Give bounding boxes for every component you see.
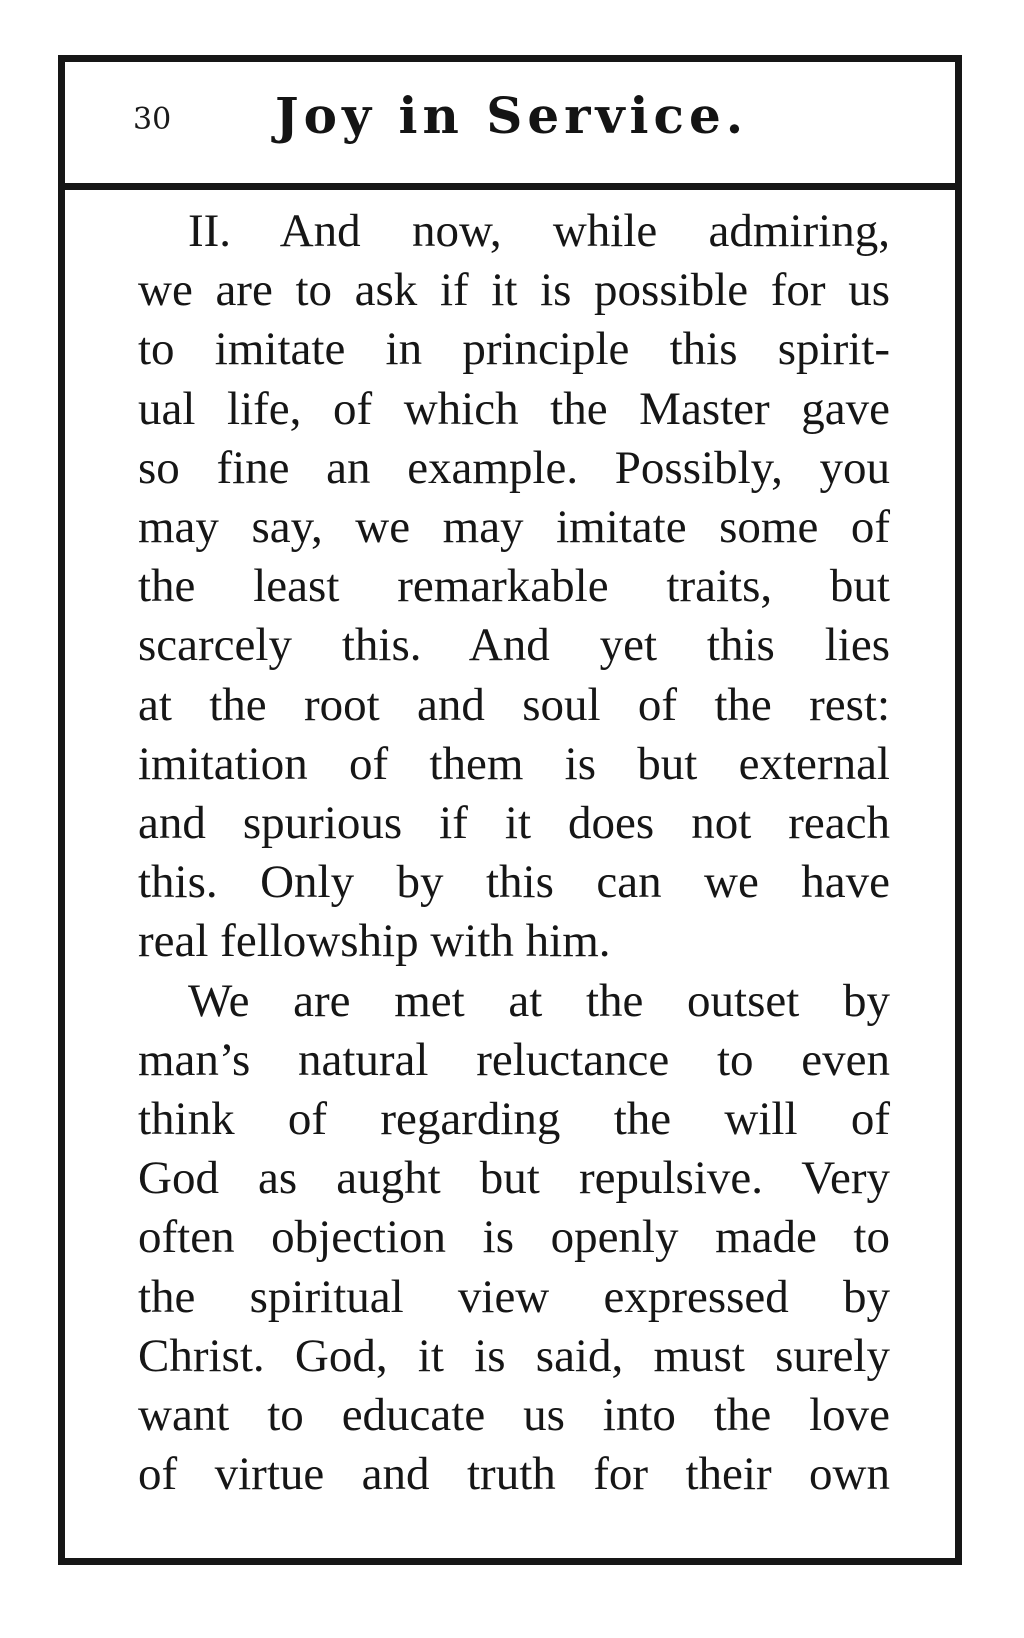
running-title: Joy in Service. [275,86,749,145]
text-line: of virtue and truth for their own [138,1448,890,1501]
text-line: want to educate us into the love [138,1389,890,1442]
text-line: to imitate in principle this spirit- [138,323,890,376]
text-line: We are met at the outset by [188,974,890,1027]
text-line: think of regarding the will of [138,1093,890,1146]
text-line: II. And now, while admiring, [188,205,890,257]
text-line: and spurious if it does not reach [138,797,890,850]
page-border-frame [58,55,962,1565]
text-line: so fine an example. Possibly, you [138,441,890,494]
text-line: at the root and soul of the rest: [138,678,890,731]
text-line: this. Only by this can we have [138,856,890,909]
text-line: scarcely this. And yet this lies [138,619,890,672]
text-line: imitation of them is but external [138,737,890,790]
text-line: man’s natural reluctance to even [138,1033,890,1086]
text-line: ual life, of which the Master gave [138,382,890,435]
paragraph-2 [138,972,890,1505]
body-text [138,202,890,1504]
running-header [65,62,955,190]
text-line: Christ. God, it is said, must surely [138,1329,890,1382]
text-line: the spiritual view expressed by [138,1270,890,1323]
page-number: 30 [133,102,172,137]
text-line: we are to ask if it is possible for us [138,264,890,317]
text-line: God as aught but repulsive. Very [138,1152,890,1205]
text-line: may say, we may imitate some of [138,501,890,554]
text-line: real fellowship with him. [138,915,611,968]
paragraph-1 [138,202,890,972]
text-line: often objection is openly made to [138,1211,890,1264]
text-line: the least remarkable traits, but [138,560,890,613]
